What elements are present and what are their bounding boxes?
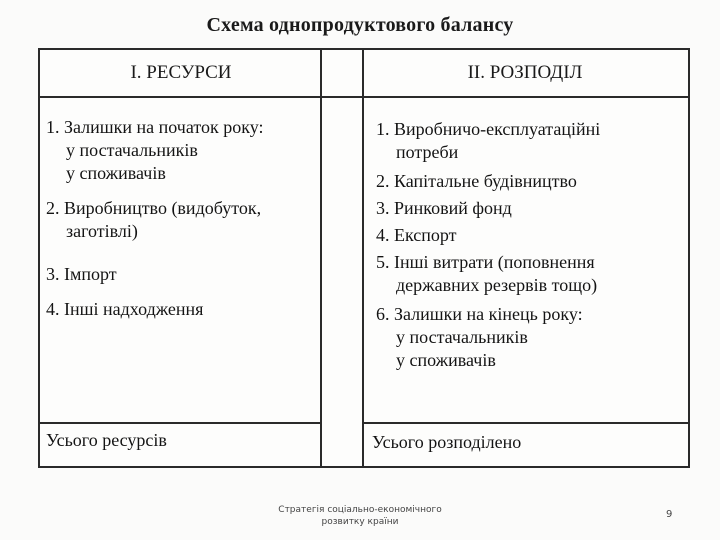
page-number: 9 (666, 509, 673, 520)
distribution-item: 2. Капітальне будівництво (376, 171, 577, 191)
distribution-item: 1. Виробничо-експлуатаційні (376, 119, 601, 139)
resources-item: 2. Виробництво (видобуток, (46, 198, 262, 218)
page-title: Схема однопродуктового балансу (206, 14, 514, 36)
resources-item: 3. Імпорт (46, 264, 117, 284)
left-total-separator (40, 422, 322, 424)
slide-footer-caption: Стратегія соціально-економічного розвитку країни (278, 505, 442, 527)
column-divider-gap (320, 50, 364, 466)
distribution-item: 5. Інші витрати (поповнення (376, 252, 595, 272)
resources-item: 1. Залишки на початок року: (46, 117, 264, 137)
distribution-item: у споживачів (396, 350, 496, 370)
distribution-item: 4. Експорт (376, 225, 457, 245)
resources-item: 4. Інші надходження (46, 299, 204, 319)
distribution-total: Усього розподілено (372, 432, 522, 452)
right-total-separator (362, 422, 688, 424)
resources-total: Усього ресурсів (46, 430, 167, 450)
resources-column-header: І. РЕСУРСИ (130, 62, 232, 83)
distribution-item: у постачальників (396, 327, 528, 347)
header-separator (40, 96, 688, 98)
distribution-item: 3. Ринковий фонд (376, 198, 512, 218)
resources-list (46, 116, 264, 321)
distribution-list (376, 118, 600, 372)
resources-item: у постачальників (66, 140, 198, 160)
resources-item: заготівлі) (66, 221, 138, 241)
distribution-item: державних резервів тощо) (396, 275, 598, 295)
resources-item: у споживачів (66, 163, 166, 183)
distribution-item: 6. Залишки на кінець року: (376, 304, 583, 324)
distribution-column-header: ІІ. РОЗПОДІЛ (467, 62, 583, 83)
distribution-item: потреби (396, 142, 459, 162)
